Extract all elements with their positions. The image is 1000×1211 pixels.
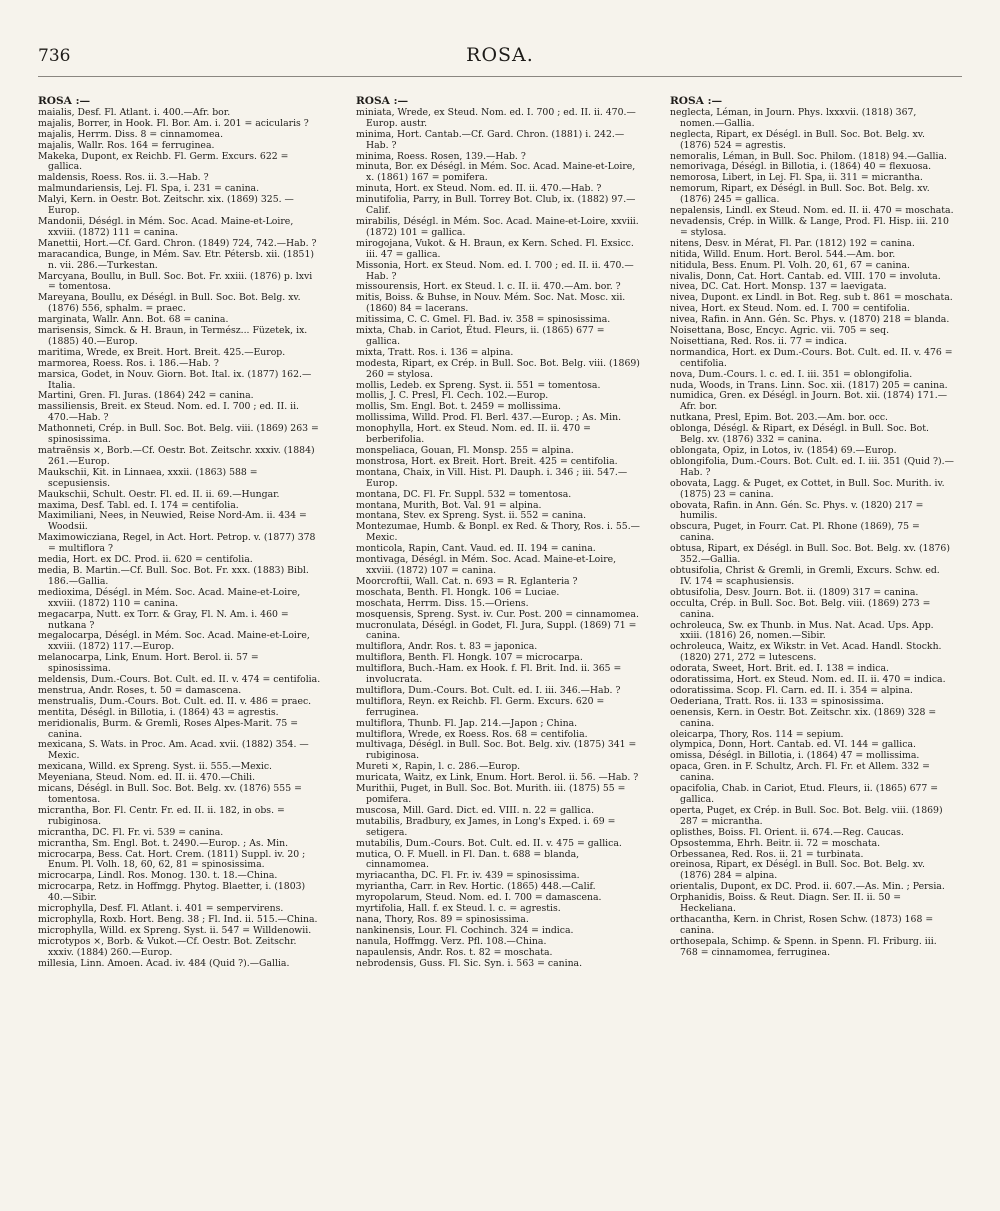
entry: Montezumae, Humb. & Bonpl. ex Red. & Thory, Ros. i. 55.—Mexic. — [356, 521, 640, 544]
entry: nuda, Woods, in Trans. Linn. Soc. xii. (1817) 205 = canina. — [670, 379, 948, 391]
entry: nanula, Hoffmgg. Verz. Pfl. 108.—China. — [356, 935, 547, 947]
entry: multiflora, Thunb. Fl. Jap. 214.—Japon ; China. — [356, 717, 578, 729]
entry: megacarpa, Nutt. ex Torr. & Gray, Fl. N. Am. i. 460 = nutkana ? — [38, 608, 289, 631]
entry: Maximowicziana, Regel, in Act. Hort. Petrop. v. (1877) 378 = multiflora ? — [38, 532, 316, 555]
entry: missourensis, Hort. ex Steud. l. c. II. ii. 470.—Am. bor. ? — [356, 281, 621, 293]
entry: nemorivaga, Déségl. in Billotia, i. (1864) 40 = flexuosa. — [670, 161, 932, 173]
entry: opaca, Gren. in F. Schultz, Arch. Fl. Fr. et Allem. 332 = canina. — [670, 761, 930, 784]
entry: minuta, Bor. ex Déségl. in Mém. Soc. Acad. Maine-et-Loire, x. (1861) 167 = pomifera. — [356, 161, 636, 184]
entry: myrtifolia, Hall. f. ex Steud. l. c. = agrestis. — [356, 903, 561, 915]
entry: Moorcroftii, Wall. Cat. n. 693 = R. Eglanteria ? — [356, 575, 578, 587]
entry: mutabilis, Bradbury, ex James, in Long's Exped. i. 69 = setigera. — [356, 815, 616, 838]
entry: muricata, Waitz, ex Link, Enum. Hort. Berol. ii. 56. —Hab. ? — [356, 772, 639, 784]
entry: monstrosa, Hort. ex Breit. Hort. Breit. 425 = centifolia. — [356, 455, 618, 467]
entry: nitida, Willd. Enum. Hort. Berol. 544.—Am. bor. — [670, 248, 896, 260]
entry: neglecta, Léman, in Journ. Phys. lxxxvii. (1818) 367, nomen.—Gallia. — [670, 106, 917, 129]
entry: Mureti ×, Rapin, l. c. 286.—Europ. — [356, 761, 521, 773]
entry: Maukschii, Schult. Oestr. Fl. ed. II. ii. 69.—Hungar. — [38, 488, 280, 500]
entry: nemoralis, Léman, in Bull. Soc. Philom. (1818) 94.—Gallia. — [670, 150, 947, 162]
entry: Marcyana, Boullu, in Bull. Soc. Bot. Fr. xxiii. (1876) p. lxvi = tomentosa. — [38, 270, 313, 293]
entry: matraënsis ×, Borb.—Cf. Oestr. Bot. Zeitschr. xxxiv. (1884) 261.—Europ. — [38, 445, 315, 467]
entry: mollis, J. C. Presl, Fl. Cech. 102.—Europ. — [356, 390, 549, 402]
entry: maxima, Desf. Tabl. ed. I. 174 = centifolia. — [38, 499, 239, 511]
entry: multiflora, Wrede, ex Roess. Ros. 68 = centifolia. — [356, 728, 588, 740]
entry: menstrua, Andr. Roses, t. 50 = damascena. — [38, 684, 242, 696]
entry: nivea, DC. Cat. Hort. Monsp. 137 = laevigata. — [670, 281, 887, 293]
entry: Manettii, Hort.—Cf. Gard. Chron. (1849) 724, 742.—Hab. ? — [38, 237, 317, 249]
entry: Maukschii, Kit. in Linnaea, xxxii. (1863) 588 = scepusiensis. — [38, 466, 258, 489]
entry: minima, Roess. Rosen, 139.—Hab. ? — [356, 150, 526, 162]
entry: microcarpa, Bess. Cat. Hort. Crem. (1811) Suppl. iv. 20 ; Enum. Pl. Volh. 18, 60, 62, 81 = spinosissima. — [38, 848, 306, 871]
entry: nankinensis, Lour. Fl. Cochinch. 324 = indica. — [356, 924, 574, 936]
entry: melanocarpa, Link, Enum. Hort. Berol. ii. 57 = spinosissima. — [38, 652, 259, 675]
entry: obovata, Lagg. & Puget, ex Cottet, in Bull. Soc. Murith. iv. (1875) 23 = canina. — [670, 477, 945, 500]
entry-list — [356, 108, 640, 970]
entry: omissa, Déségl. in Billotia, i. (1864) 47 = mollissima. — [670, 750, 920, 762]
entry: multiflora, Reyn. ex Reichb. Fl. Germ. Excurs. 620 = ferruginea. — [356, 695, 605, 718]
entry: oenensis, Kern. in Oestr. Bot. Zeitschr. xix. (1869) 328 = canina. — [670, 706, 937, 729]
entry: multiflora, Dum.-Cours. Bot. Cult. ed. I. iii. 346.—Hab. ? — [356, 684, 621, 696]
entry: mexicana, S. Wats. in Proc. Am. Acad. xvii. (1882) 354. —Mexic. — [38, 739, 309, 762]
entry: nitens, Desv. in Mérat, Fl. Par. (1812) 192 = canina. — [670, 237, 915, 249]
header-rule — [38, 76, 962, 77]
entry: oreinosa, Ripart, ex Déségl. in Bull. Soc. Bot. Belg. xv. (1876) 284 = alpina. — [670, 859, 925, 882]
entry: Mathonneti, Crép. in Bull. Soc. Bot. Belg. viii. (1869) 263 = spinosissima. — [38, 423, 319, 446]
entry: mosquensis, Spreng. Syst. iv. Cur. Post. 200 = cinnamomea. — [356, 608, 639, 620]
entry: normandica, Hort. ex Dum.-Cours. Bot. Cult. ed. II. v. 476 = centifolia. — [670, 346, 953, 369]
entry: myropolarum, Steud. Nom. ed. I. 700 = damascena. — [356, 892, 602, 904]
entry: multiflora, Andr. Ros. t. 83 = japonica. — [356, 641, 538, 653]
entry: majalis, Borrer, in Hook. Fl. Bor. Am. i. 201 = acicularis ? — [38, 117, 309, 129]
entry: olympica, Donn, Hort. Cantab. ed. VI. 144 = gallica. — [670, 739, 916, 751]
entry: montivaga, Déségl. in Mém. Soc. Acad. Maine-et-Loire, xxviii. (1872) 107 = canina. — [356, 554, 617, 576]
entry: nemorosa, Libert, in Lej. Fl. Spa, ii. 311 = micrantha. — [670, 172, 923, 184]
entry: mutica, O. F. Muell. in Fl. Dan. t. 688 = blanda, cinnamomea. — [356, 848, 580, 871]
entry: mucronulata, Déségl. in Godet, Fl. Jura, Suppl. (1869) 71 = canina. — [356, 619, 637, 642]
running-head: ROSA. — [466, 44, 534, 66]
entry: Mandonii, Déségl. in Mém. Soc. Acad. Maine-et-Loire, xxviii. (1872) 111 = canina. — [38, 215, 294, 238]
entry: meldensis, Dum.-Cours. Bot. Cult. ed. II. v. 474 = centifolia. — [38, 674, 321, 686]
entry: mixta, Chab. in Cariot, Étud. Fleurs, ii. (1865) 677 = gallica. — [356, 325, 605, 347]
entry: microphylla, Roxb. Hort. Beng. 38 ; Fl. Ind. ii. 515.—China. — [38, 913, 318, 925]
entry: nova, Dum.-Cours. l. c. ed. I. iii. 351 = oblongifolia. — [670, 368, 913, 380]
entry: nevadensis, Crép. in Willk. & Lange, Prod. Fl. Hisp. iii. 210 = stylosa. — [670, 215, 949, 238]
entry: mitis, Boiss. & Buhse, in Nouv. Mém. Soc. Nat. Mosc. xii. (1860) 84 = lacerans. — [356, 292, 626, 315]
entry: monticola, Rapin, Cant. Vaud. ed. II. 194 = canina. — [356, 543, 596, 555]
entry: nivea, Dupont. ex Lindl. in Bot. Reg. sub t. 861 = moschata. — [670, 292, 953, 304]
entry: microtypos ×, Borb. & Vukot.—Cf. Oestr. Bot. Zeitschr. xxxiv. (1884) 260.—Europ. — [38, 935, 297, 958]
entry: majalis, Herrm. Diss. 8 = cinnamomea. — [38, 128, 224, 140]
entry: oblongifolia, Dum.-Cours. Bot. Cult. ed. I. iii. 351 (Quid ?).—Hab. ? — [670, 455, 954, 478]
entry: Murithii, Puget, in Bull. Soc. Bot. Murith. iii. (1875) 55 = pomifera. — [356, 783, 626, 805]
entry: maritima, Wrede, ex Breit. Hort. Breit. 425.—Europ. — [38, 346, 286, 358]
entry: minima, Hort. Cantab.—Cf. Gard. Chron. (1881) i. 242.—Hab. ? — [356, 128, 625, 151]
entry: Meyeniana, Steud. Nom. ed. II. ii. 470.—Chili. — [38, 772, 256, 784]
entry: operta, Puget, ex Crép. in Bull. Soc. Bot. Belg. viii. (1869) 287 = micrantha. — [670, 804, 943, 827]
entry: media, Hort. ex DC. Prod. ii. 620 = centifolia. — [38, 554, 253, 566]
entry: medioxima, Déségl. in Mém. Soc. Acad. Maine-et-Loire, xxviii. (1872) 110 = canina. — [38, 586, 301, 609]
entry: micrantha, Sm. Engl. Bot. t. 2490.—Europ. ; As. Min. — [38, 837, 289, 849]
entry: numidica, Gren. ex Déségl. in Journ. Bot. xii. (1874) 171.—Afr. bor. — [670, 390, 947, 413]
entry: obtusa, Ripart, ex Déségl. in Bull. Soc. Bot. Belg. xv. (1876) 352.—Gallia. — [670, 543, 950, 566]
entry: maracandica, Bunge, in Mém. Sav. Etr. Pétersb. xii. (1851) n. vii. 286.—Turkestan. — [38, 248, 314, 271]
entry: nemorum, Ripart, ex Déségl. in Bull. Soc. Bot. Belg. xv. (1876) 245 = gallica. — [670, 183, 930, 206]
entry: myriantha, Carr. in Rev. Hortic. (1865) 448.—Calif. — [356, 881, 596, 893]
entry: microcarpa, Retz. in Hoffmgg. Phytog. Blaetter, i. (1803) 40.—Sibir. — [38, 881, 306, 904]
entry: mentita, Déségl. in Billotia, i. (1864) 43 = agrestis. — [38, 706, 279, 718]
entry: obovata, Rafin. in Ann. Gén. Sc. Phys. v. (1820) 217 = humilis. — [670, 499, 924, 522]
entry: marsica, Godet, in Nouv. Giorn. Bot. Ital. ix. (1877) 162.—Italia. — [38, 368, 312, 391]
entry: miniata, Wrede, ex Steud. Nom. ed. I. 700 ; ed. II. ii. 470.—Europ. austr. — [356, 106, 636, 129]
column-heading: ROSA :— — [670, 95, 723, 107]
entry: occulta, Crép. in Bull. Soc. Bot. Belg. viii. (1869) 273 = canina. — [670, 597, 931, 620]
entry: Orphanidis, Boiss. & Reut. Diagn. Ser. II. ii. 50 = Heckeliana. — [670, 892, 902, 915]
entry-list — [670, 108, 954, 959]
entry: Martini, Gren. Fl. Juras. (1864) 242 = canina. — [38, 390, 254, 402]
entry: orientalis, Dupont, ex DC. Prod. ii. 607.—As. Min. ; Persia. — [670, 881, 945, 893]
entry: multiflora, Buch.-Ham. ex Hook. f. Fl. Brit. Ind. ii. 365 = involucrata. — [356, 663, 622, 686]
entry: marginata, Wallr. Ann. Bot. 68 = canina. — [38, 314, 229, 326]
entry: megalocarpa, Déségl. in Mém. Soc. Acad. Maine-et-Loire, xxviii. (1872) 117.—Europ. — [38, 630, 310, 653]
entry: nebrodensis, Guss. Fl. Sic. Syn. i. 563 = canina. — [356, 957, 583, 969]
entry: moschata, Benth. Fl. Hongk. 106 = Luciae. — [356, 586, 560, 598]
entry: obtusifolia, Desv. Journ. Bot. ii. (1809) 317 = canina. — [670, 586, 919, 598]
entry: montana, Murith, Bot. Val. 91 = alpina. — [356, 499, 542, 511]
column-heading: ROSA :— — [38, 95, 91, 107]
entry: micrantha, Bor. Fl. Centr. Fr. ed. II. ii. 182, in obs. = rubiginosa. — [38, 804, 285, 827]
entry: nivea, Rafin. in Ann. Gén. Sc. Phys. v. (1870) 218 = blanda. — [670, 314, 950, 326]
entry: monspeliaca, Gouan, Fl. Monsp. 255 = alpina. — [356, 445, 574, 456]
entry: microphylla, Desf. Fl. Atlant. i. 401 = sempervirens. — [38, 903, 284, 915]
entry: maialis, Desf. Fl. Atlant. i. 400.—Afr. bor. — [38, 106, 231, 118]
entry: mitissima, C. C. Gmel. Fl. Bad. iv. 358 = spinosissima. — [356, 314, 611, 326]
entry: nana, Thory, Ros. 89 = spinosissima. — [356, 913, 529, 925]
entry: mutabilis, Dum.-Cours. Bot. Cult. ed. II. v. 475 = gallica. — [356, 837, 622, 849]
entry: micans, Déségl. in Bull. Soc. Bot. Belg. xv. (1876) 555 = tomentosa. — [38, 783, 302, 805]
entry: ochroleuca, Sw. ex Thunb. in Mus. Nat. Acad. Ups. App. xxiii. (1816) 26, nomen.—Sibir. — [670, 619, 934, 642]
entry: odorata, Sweet, Hort. Brit. ed. I. 138 = indica. — [670, 663, 889, 675]
entry: Maximiliani, Nees, in Neuwied, Reise Nord-Am. ii. 434 = Woodsii. — [38, 510, 307, 533]
entry: montana, Stev. ex Spreng. Syst. ii. 552 = canina. — [356, 510, 587, 522]
entry: oplisthes, Boiss. Fl. Orient. ii. 674.—Reg. Caucas. — [670, 826, 904, 838]
entry: oblongata, Opiz, in Lotos, iv. (1854) 69.—Europ. — [670, 445, 897, 456]
entry: oleicarpa, Thory, Ros. 114 = sepium. — [670, 728, 844, 740]
entry: mixta, Tratt. Ros. i. 136 = alpina. — [356, 346, 514, 358]
entry: napaulensis, Andr. Ros. t. 82 = moschata. — [356, 946, 553, 958]
entry: microcarpa, Lindl. Ros. Monog. 130. t. 18.—China. — [38, 870, 278, 882]
entry: muscosa, Mill. Gard. Dict. ed. VIII. n. 22 = gallica. — [356, 804, 595, 816]
entry: odoratissima, Hort. ex Steud. Nom. ed. II. ii. 470 = indica. — [670, 674, 946, 686]
entry: mollissima, Willd. Prod. Fl. Berl. 437.—Europ. ; As. Min. — [356, 412, 622, 424]
entry: minutifolia, Parry, in Bull. Torrey Bot. Club, ix. (1882) 97.—Calif. — [356, 194, 636, 217]
entry: multivaga, Déségl. in Bull. Soc. Bot. Belg. xiv. (1875) 341 = rubiginosa. — [356, 739, 637, 762]
entry: marisensis, Simck. & H. Braun, in Termész... Füzetek, ix. (1885) 40.—Europ. — [38, 325, 308, 347]
entry: maldensis, Roess. Ros. ii. 3.—Hab. ? — [38, 172, 209, 184]
entry: opacifolia, Chab. in Cariot, Etud. Fleurs, ii. (1865) 677 = gallica. — [670, 783, 939, 805]
entry: microphylla, Willd. ex Spreng. Syst. ii. 547 = Willdenowii. — [38, 924, 312, 936]
entry: monophylla, Hort. ex Steud. Nom. ed. II. ii. 470 = berberifolia. — [356, 423, 591, 446]
entry: montana, DC. Fl. Fr. Suppl. 532 = tomentosa. — [356, 488, 572, 500]
entry: myriacantha, DC. Fl. Fr. iv. 439 = spinosissima. — [356, 870, 580, 882]
entry: majalis, Wallr. Ros. 164 = ferruginea. — [38, 139, 215, 151]
entry: meridionalis, Burm. & Gremli, Roses Alpes-Marit. 75 = canina. — [38, 717, 299, 740]
page-number: 736 — [38, 46, 71, 66]
entry: Orbessanea, Red. Ros. ii. 21 = turbinata. — [670, 848, 864, 860]
entry: mollis, Ledeb. ex Spreng. Syst. ii. 551 = tomentosa. — [356, 379, 601, 391]
entry: minuta, Hort. ex Steud. Nom. ed. II. ii. 470.—Hab. ? — [356, 183, 602, 195]
entry: menstrualis, Dum.-Cours. Bot. Cult. ed. II. v. 486 = praec. — [38, 695, 312, 707]
column-3 — [670, 96, 954, 959]
column-1 — [38, 96, 322, 970]
entry: neglecta, Ripart, ex Déségl. in Bull. Soc. Bot. Belg. xv. (1876) 524 = agrestis. — [670, 128, 925, 151]
entry: Oederiana, Tratt. Ros. ii. 133 = spinosissima. — [670, 695, 884, 707]
entry: montana, Chaix, in Vill. Hist. Pl. Dauph. i. 346 ; iii. 547.—Europ. — [356, 466, 628, 489]
entry-list — [38, 108, 322, 970]
entry: odoratissima. Scop. Fl. Carn. ed. II. i. 354 = alpina. — [670, 684, 913, 696]
entry: nitidula, Bess. Enum. Pl. Volh. 20, 61, 67 = canina. — [670, 259, 910, 271]
entry: mollis, Sm. Engl. Bot. t. 2459 = mollissima. — [356, 401, 561, 413]
column-2 — [356, 96, 640, 970]
entry: mexicana, Willd. ex Spreng. Syst. ii. 555.—Mexic. — [38, 761, 273, 773]
entry: Mareyana, Boullu, ex Déségl. in Bull. Soc. Bot. Belg. xv. (1876) 556, sphalm. = praec. — [38, 292, 301, 315]
entry: orthosepala, Schimp. & Spenn. in Spenn. Fl. Friburg. iii. 768 = cinnamomea, ferruginea. — [670, 935, 937, 958]
entry: nivalis, Donn, Cat. Hort. Cantab. ed. VIII. 170 = involuta. — [670, 270, 941, 282]
entry: mirogojana, Vukot. & H. Braun, ex Kern. Sched. Fl. Exsicc. iii. 47 = gallica. — [356, 237, 634, 260]
entry: obscura, Puget, in Fourr. Cat. Pl. Rhone (1869), 75 = canina. — [670, 521, 920, 544]
entry: ochroleuca, Waitz, ex Wikstr. in Vet. Acad. Handl. Stockh. (1820) 271, 272 = lutescens. — [670, 641, 942, 664]
column-heading: ROSA :— — [356, 95, 409, 107]
entry: nutkana, Presl, Epim. Bot. 203.—Am. bor. occ. — [670, 412, 888, 424]
entry: malmundariensis, Lej. Fl. Spa, i. 231 = canina. — [38, 183, 260, 195]
entry: Noisettana, Bosc, Encyc. Agric. vii. 705 = seq. — [670, 325, 890, 337]
entry: millesia, Linn. Amoen. Acad. iv. 484 (Quid ?).—Gallia. — [38, 957, 290, 969]
entry: massiliensis, Breit. ex Steud. Nom. ed. I. 700 ; ed. II. ii. 470.—Hab. ? — [38, 401, 300, 424]
entry: nivea, Hort. ex Steud. Nom. ed. I. 700 = centifolia. — [670, 303, 910, 315]
entry: Missonia, Hort. ex Steud. Nom. ed. I. 700 ; ed. II. ii. 470.—Hab. ? — [356, 259, 634, 282]
entry: Noisettiana, Red. Ros. ii. 77 = indica. — [670, 335, 848, 347]
entry: multiflora, Benth. Fl. Hongk. 107 = microcarpa. — [356, 652, 583, 664]
entry: orthacantha, Kern. in Christ, Rosen Schw. (1873) 168 = canina. — [670, 913, 934, 936]
entry: micrantha, DC. Fl. Fr. vi. 539 = canina. — [38, 826, 224, 838]
entry: nepalensis, Lindl. ex Steud. Nom. ed. II. ii. 470 = moschata. — [670, 205, 954, 217]
entry: Opsostemma, Ehrh. Beitr. ii. 72 = moschata. — [670, 837, 881, 849]
entry: obtusifolia, Christ & Gremli, in Gremli, Excurs. Schw. ed. IV. 174 = scaphusiensis. — [670, 564, 940, 587]
entry: moschata, Herrm. Diss. 15.—Oriens. — [356, 597, 529, 609]
entry: marmorea, Roess. Ros. i. 186.—Hab. ? — [38, 357, 219, 369]
entry: media, B. Martin.—Cf. Bull. Soc. Bot. Fr. xxx. (1883) Bibl. 186.—Gallia. — [38, 564, 309, 587]
entry: Makeka, Dupont, ex Reichb. Fl. Germ. Excurs. 622 = gallica. — [38, 150, 289, 173]
entry: oblonga, Déségl. & Ripart, ex Déségl. in Bull. Soc. Bot. Belg. xv. (1876) 332 = canina. — [670, 423, 929, 446]
entry: mirabilis, Déségl. in Mém. Soc. Acad. Maine-et-Loire, xxviii. (1872) 101 = gallica. — [356, 215, 639, 238]
entry: modesta, Ripart, ex Crép. in Bull. Soc. Bot. Belg. viii. (1869) 260 = stylosa. — [356, 357, 640, 380]
entry: Malyi, Kern. in Oestr. Bot. Zeitschr. xix. (1869) 325. —Europ. — [38, 194, 294, 217]
